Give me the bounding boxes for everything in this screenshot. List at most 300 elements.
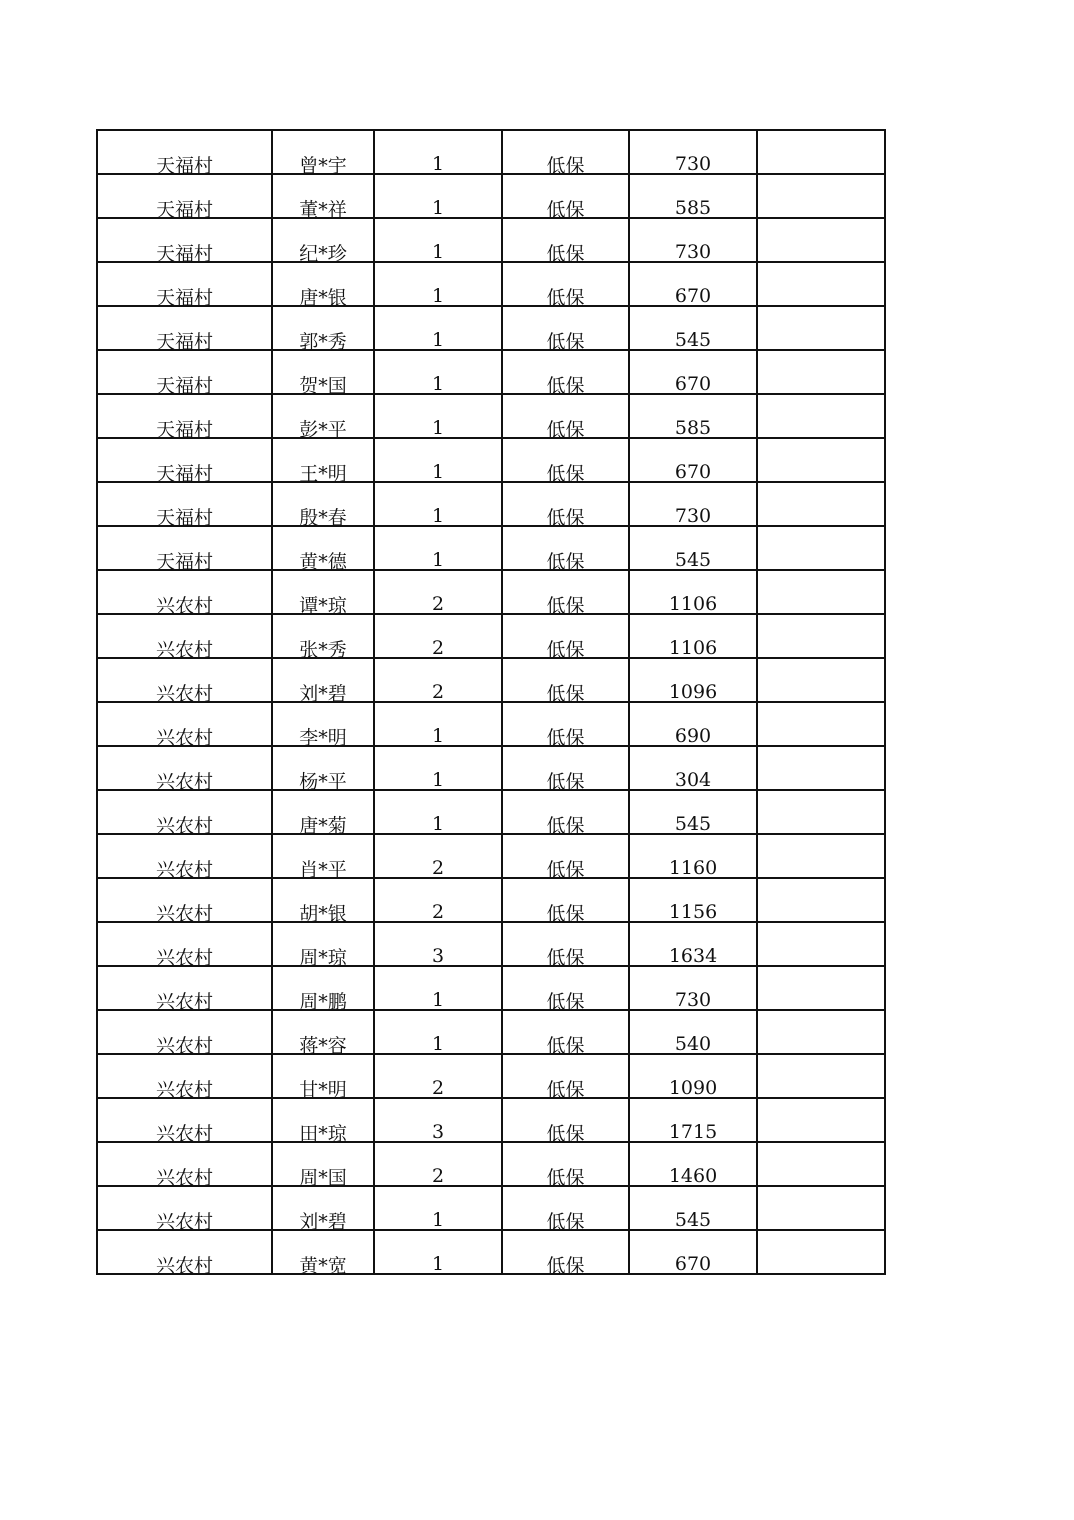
table-row xyxy=(97,790,885,834)
amount-cell xyxy=(629,526,757,570)
amount-cell xyxy=(629,350,757,394)
assistance-type-cell xyxy=(502,746,629,793)
village-cell xyxy=(97,262,272,309)
amount-cell xyxy=(629,922,757,966)
household-count-cell-text: 3 xyxy=(431,1121,445,1143)
village-cell-text: 兴农村 xyxy=(155,1166,213,1189)
name-cell xyxy=(272,1142,374,1189)
amount-cell-text: 1156 xyxy=(668,901,718,923)
village-cell-text: 天福村 xyxy=(155,330,213,353)
village-cell-text: 兴农村 xyxy=(155,770,213,793)
name-cell-text: 唐*银 xyxy=(299,286,347,309)
assistance-type-cell xyxy=(502,130,629,177)
household-count-cell xyxy=(374,174,502,218)
village-cell-text: 天福村 xyxy=(155,242,213,265)
name-cell-text: 董*祥 xyxy=(299,198,347,221)
amount-cell-text: 730 xyxy=(674,153,712,175)
table-row xyxy=(97,746,885,790)
name-cell xyxy=(272,438,374,485)
name-cell xyxy=(272,130,374,177)
village-cell xyxy=(97,1010,272,1057)
name-cell-text: 甘*明 xyxy=(299,1078,347,1101)
amount-cell xyxy=(629,1142,757,1186)
note-cell xyxy=(757,1230,885,1274)
amount-cell xyxy=(629,790,757,834)
name-cell xyxy=(272,702,374,749)
name-cell-text: 蒋*容 xyxy=(299,1034,347,1057)
amount-cell xyxy=(629,394,757,438)
amount-cell xyxy=(629,1054,757,1098)
household-count-cell xyxy=(374,262,502,306)
assistance-type-cell xyxy=(502,350,629,397)
table-row xyxy=(97,834,885,878)
name-cell-text: 王*明 xyxy=(299,462,347,485)
amount-cell-text: 540 xyxy=(674,1033,712,1055)
amount-cell xyxy=(629,262,757,306)
household-count-cell-text: 1 xyxy=(431,1209,445,1231)
name-cell-text: 胡*银 xyxy=(299,902,347,925)
name-cell-text: 肖*平 xyxy=(299,858,347,881)
name-cell-text: 周*国 xyxy=(299,1166,347,1189)
household-count-cell xyxy=(374,1186,502,1230)
table-row xyxy=(97,1142,885,1186)
name-cell xyxy=(272,614,374,661)
name-cell-text: 周*鹏 xyxy=(299,990,347,1013)
household-count-cell xyxy=(374,746,502,790)
name-cell xyxy=(272,1230,374,1277)
amount-cell-text: 545 xyxy=(674,1209,712,1231)
village-cell xyxy=(97,218,272,265)
household-count-cell xyxy=(374,922,502,966)
assistance-type-cell xyxy=(502,878,629,925)
name-cell xyxy=(272,1010,374,1057)
name-cell xyxy=(272,570,374,617)
name-cell xyxy=(272,1054,374,1101)
table-row xyxy=(97,526,885,570)
amount-cell xyxy=(629,570,757,614)
note-cell xyxy=(757,746,885,790)
village-cell-text: 天福村 xyxy=(155,198,213,221)
assistance-type-cell-text: 低保 xyxy=(546,770,585,793)
note-cell xyxy=(757,790,885,834)
assistance-type-cell-text: 低保 xyxy=(546,1210,585,1233)
household-count-cell xyxy=(374,1142,502,1186)
household-count-cell-text: 3 xyxy=(431,945,445,967)
name-cell xyxy=(272,218,374,265)
village-cell xyxy=(97,1142,272,1189)
note-cell xyxy=(757,922,885,966)
household-count-cell xyxy=(374,218,502,262)
note-cell xyxy=(757,1142,885,1186)
assistance-type-cell-text: 低保 xyxy=(546,902,585,925)
assistance-type-cell xyxy=(502,306,629,353)
name-cell xyxy=(272,394,374,441)
village-cell xyxy=(97,834,272,881)
amount-cell-text: 545 xyxy=(674,813,712,835)
name-cell-text: 黄*德 xyxy=(299,550,347,573)
name-cell-text: 唐*菊 xyxy=(299,814,347,837)
household-count-cell-text: 2 xyxy=(431,1077,445,1099)
household-count-cell xyxy=(374,1098,502,1142)
table-row xyxy=(97,438,885,482)
household-count-cell xyxy=(374,526,502,570)
household-count-cell xyxy=(374,306,502,350)
amount-cell xyxy=(629,1230,757,1274)
assistance-type-cell xyxy=(502,790,629,837)
name-cell-text: 刘*碧 xyxy=(299,682,347,705)
village-cell-text: 兴农村 xyxy=(155,858,213,881)
name-cell xyxy=(272,834,374,881)
village-cell-text: 天福村 xyxy=(155,418,213,441)
assistance-type-cell xyxy=(502,394,629,441)
village-cell-text: 天福村 xyxy=(155,550,213,573)
amount-cell-text: 1106 xyxy=(668,593,718,615)
name-cell xyxy=(272,922,374,969)
village-cell xyxy=(97,130,272,177)
note-cell xyxy=(757,350,885,394)
note-cell xyxy=(757,614,885,658)
amount-cell xyxy=(629,834,757,878)
name-cell-text: 刘*碧 xyxy=(299,1210,347,1233)
name-cell-text: 李*明 xyxy=(299,726,347,749)
amount-cell xyxy=(629,614,757,658)
household-count-cell xyxy=(374,614,502,658)
assistance-type-cell-text: 低保 xyxy=(546,1078,585,1101)
name-cell xyxy=(272,262,374,309)
assistance-type-cell xyxy=(502,526,629,573)
village-cell xyxy=(97,790,272,837)
note-cell xyxy=(757,878,885,922)
table-row xyxy=(97,394,885,438)
name-cell-text: 彭*平 xyxy=(299,418,347,441)
amount-cell xyxy=(629,1186,757,1230)
assistance-type-cell-text: 低保 xyxy=(546,946,585,969)
amount-cell xyxy=(629,966,757,1010)
household-count-cell xyxy=(374,834,502,878)
household-count-cell xyxy=(374,658,502,702)
village-cell-text: 兴农村 xyxy=(155,990,213,1013)
village-cell-text: 兴农村 xyxy=(155,1122,213,1145)
assistance-table-container xyxy=(96,129,886,1275)
village-cell xyxy=(97,526,272,573)
village-cell-text: 天福村 xyxy=(155,154,213,177)
amount-cell-text: 1460 xyxy=(668,1165,718,1187)
name-cell xyxy=(272,790,374,837)
amount-cell-text: 585 xyxy=(674,417,712,439)
table-row xyxy=(97,966,885,1010)
amount-cell-text: 1090 xyxy=(668,1077,718,1099)
note-cell xyxy=(757,1186,885,1230)
table-row xyxy=(97,1186,885,1230)
assistance-type-cell-text: 低保 xyxy=(546,1122,585,1145)
table-row xyxy=(97,1054,885,1098)
household-count-cell xyxy=(374,966,502,1010)
village-cell-text: 天福村 xyxy=(155,506,213,529)
amount-cell xyxy=(629,702,757,746)
assistance-type-cell xyxy=(502,262,629,309)
household-count-cell-text: 2 xyxy=(431,593,445,615)
assistance-type-cell xyxy=(502,966,629,1013)
village-cell xyxy=(97,306,272,353)
note-cell xyxy=(757,130,885,174)
note-cell xyxy=(757,526,885,570)
name-cell xyxy=(272,658,374,705)
assistance-type-cell-text: 低保 xyxy=(546,858,585,881)
village-cell-text: 兴农村 xyxy=(155,1254,213,1277)
village-cell-text: 兴农村 xyxy=(155,682,213,705)
table-row xyxy=(97,702,885,746)
name-cell xyxy=(272,482,374,529)
household-count-cell-text: 2 xyxy=(431,637,445,659)
assistance-type-cell xyxy=(502,482,629,529)
table-row xyxy=(97,922,885,966)
village-cell-text: 兴农村 xyxy=(155,726,213,749)
amount-cell-text: 1096 xyxy=(668,681,718,703)
note-cell xyxy=(757,438,885,482)
name-cell xyxy=(272,174,374,221)
name-cell xyxy=(272,966,374,1013)
note-cell xyxy=(757,702,885,746)
amount-cell-text: 545 xyxy=(674,329,712,351)
amount-cell xyxy=(629,1010,757,1054)
name-cell xyxy=(272,1098,374,1145)
amount-cell-text: 1634 xyxy=(668,945,718,967)
name-cell xyxy=(272,306,374,353)
assistance-table xyxy=(96,129,886,1275)
amount-cell-text: 730 xyxy=(674,989,712,1011)
village-cell xyxy=(97,1186,272,1233)
assistance-type-cell xyxy=(502,922,629,969)
village-cell-text: 兴农村 xyxy=(155,902,213,925)
household-count-cell xyxy=(374,702,502,746)
assistance-type-cell-text: 低保 xyxy=(546,550,585,573)
amount-cell-text: 670 xyxy=(674,461,712,483)
assistance-type-cell xyxy=(502,1142,629,1189)
household-count-cell-text: 1 xyxy=(431,769,445,791)
assistance-type-cell xyxy=(502,702,629,749)
name-cell-text: 郭*秀 xyxy=(299,330,347,353)
table-row xyxy=(97,262,885,306)
assistance-type-cell xyxy=(502,834,629,881)
village-cell xyxy=(97,658,272,705)
household-count-cell-text: 1 xyxy=(431,505,445,527)
village-cell xyxy=(97,702,272,749)
village-cell xyxy=(97,746,272,793)
assistance-type-cell xyxy=(502,1010,629,1057)
household-count-cell-text: 1 xyxy=(431,725,445,747)
village-cell-text: 天福村 xyxy=(155,286,213,309)
table-row xyxy=(97,614,885,658)
village-cell xyxy=(97,394,272,441)
household-count-cell-text: 2 xyxy=(431,857,445,879)
name-cell xyxy=(272,350,374,397)
village-cell xyxy=(97,482,272,529)
household-count-cell-text: 1 xyxy=(431,549,445,571)
village-cell xyxy=(97,966,272,1013)
name-cell-text: 张*秀 xyxy=(299,638,347,661)
assistance-type-cell-text: 低保 xyxy=(546,1254,585,1277)
note-cell xyxy=(757,1054,885,1098)
amount-cell xyxy=(629,1098,757,1142)
note-cell xyxy=(757,306,885,350)
name-cell-text: 贺*国 xyxy=(299,374,347,397)
assistance-type-cell-text: 低保 xyxy=(546,418,585,441)
amount-cell-text: 670 xyxy=(674,373,712,395)
household-count-cell-text: 1 xyxy=(431,373,445,395)
assistance-type-cell-text: 低保 xyxy=(546,374,585,397)
name-cell-text: 谭*琼 xyxy=(299,594,347,617)
table-row xyxy=(97,1098,885,1142)
village-cell-text: 天福村 xyxy=(155,374,213,397)
amount-cell xyxy=(629,482,757,526)
village-cell xyxy=(97,1054,272,1101)
household-count-cell-text: 1 xyxy=(431,1033,445,1055)
amount-cell-text: 304 xyxy=(674,769,712,791)
assistance-type-cell-text: 低保 xyxy=(546,594,585,617)
household-count-cell-text: 2 xyxy=(431,681,445,703)
amount-cell-text: 690 xyxy=(674,725,712,747)
note-cell xyxy=(757,218,885,262)
name-cell xyxy=(272,526,374,573)
amount-cell xyxy=(629,438,757,482)
household-count-cell xyxy=(374,130,502,174)
amount-cell xyxy=(629,174,757,218)
name-cell-text: 曾*宇 xyxy=(299,154,347,177)
assistance-type-cell-text: 低保 xyxy=(546,286,585,309)
household-count-cell xyxy=(374,790,502,834)
amount-cell-text: 730 xyxy=(674,241,712,263)
household-count-cell xyxy=(374,482,502,526)
table-row xyxy=(97,130,885,174)
amount-cell-text: 1715 xyxy=(668,1121,718,1143)
assistance-type-cell-text: 低保 xyxy=(546,814,585,837)
amount-cell xyxy=(629,658,757,702)
household-count-cell-text: 1 xyxy=(431,285,445,307)
assistance-type-cell-text: 低保 xyxy=(546,154,585,177)
assistance-type-cell xyxy=(502,614,629,661)
amount-cell-text: 730 xyxy=(674,505,712,527)
amount-cell xyxy=(629,306,757,350)
note-cell xyxy=(757,1098,885,1142)
name-cell xyxy=(272,746,374,793)
village-cell-text: 兴农村 xyxy=(155,1078,213,1101)
amount-cell-text: 1106 xyxy=(668,637,718,659)
amount-cell-text: 1160 xyxy=(668,857,718,879)
household-count-cell-text: 1 xyxy=(431,461,445,483)
household-count-cell xyxy=(374,1010,502,1054)
table-row xyxy=(97,1230,885,1274)
village-cell-text: 兴农村 xyxy=(155,814,213,837)
table-row xyxy=(97,878,885,922)
table-body xyxy=(97,130,885,1277)
assistance-type-cell-text: 低保 xyxy=(546,330,585,353)
note-cell xyxy=(757,262,885,306)
table-row xyxy=(97,306,885,350)
name-cell xyxy=(272,1186,374,1233)
household-count-cell-text: 2 xyxy=(431,1165,445,1187)
note-cell xyxy=(757,966,885,1010)
assistance-type-cell-text: 低保 xyxy=(546,462,585,485)
village-cell xyxy=(97,614,272,661)
assistance-type-cell xyxy=(502,658,629,705)
household-count-cell-text: 1 xyxy=(431,989,445,1011)
household-count-cell-text: 1 xyxy=(431,241,445,263)
name-cell-text: 杨*平 xyxy=(299,770,347,793)
assistance-type-cell-text: 低保 xyxy=(546,1166,585,1189)
amount-cell xyxy=(629,878,757,922)
amount-cell-text: 585 xyxy=(674,197,712,219)
village-cell-text: 兴农村 xyxy=(155,1210,213,1233)
household-count-cell-text: 1 xyxy=(431,197,445,219)
amount-cell-text: 670 xyxy=(674,1253,712,1275)
table-row xyxy=(97,350,885,394)
household-count-cell-text: 1 xyxy=(431,813,445,835)
household-count-cell xyxy=(374,878,502,922)
assistance-type-cell xyxy=(502,1186,629,1233)
assistance-type-cell-text: 低保 xyxy=(546,638,585,661)
village-cell-text: 兴农村 xyxy=(155,1034,213,1057)
assistance-type-cell-text: 低保 xyxy=(546,1034,585,1057)
village-cell-text: 兴农村 xyxy=(155,594,213,617)
note-cell xyxy=(757,1010,885,1054)
household-count-cell xyxy=(374,438,502,482)
name-cell-text: 殷*春 xyxy=(299,506,347,529)
assistance-type-cell xyxy=(502,174,629,221)
assistance-type-cell xyxy=(502,218,629,265)
amount-cell-text: 545 xyxy=(674,549,712,571)
household-count-cell xyxy=(374,350,502,394)
village-cell xyxy=(97,1098,272,1145)
note-cell xyxy=(757,570,885,614)
assistance-type-cell xyxy=(502,1230,629,1277)
village-cell xyxy=(97,174,272,221)
table-row xyxy=(97,482,885,526)
table-row xyxy=(97,570,885,614)
household-count-cell-text: 1 xyxy=(431,417,445,439)
note-cell xyxy=(757,482,885,526)
assistance-type-cell-text: 低保 xyxy=(546,506,585,529)
household-count-cell xyxy=(374,570,502,614)
village-cell xyxy=(97,570,272,617)
village-cell xyxy=(97,878,272,925)
note-cell xyxy=(757,834,885,878)
village-cell-text: 兴农村 xyxy=(155,638,213,661)
village-cell-text: 天福村 xyxy=(155,462,213,485)
village-cell-text: 兴农村 xyxy=(155,946,213,969)
village-cell xyxy=(97,350,272,397)
village-cell xyxy=(97,438,272,485)
note-cell xyxy=(757,658,885,702)
amount-cell xyxy=(629,130,757,174)
assistance-type-cell xyxy=(502,570,629,617)
household-count-cell-text: 2 xyxy=(431,901,445,923)
assistance-type-cell-text: 低保 xyxy=(546,682,585,705)
assistance-type-cell-text: 低保 xyxy=(546,990,585,1013)
name-cell-text: 纪*珍 xyxy=(299,242,347,265)
amount-cell-text: 670 xyxy=(674,285,712,307)
name-cell-text: 黄*宽 xyxy=(299,1254,347,1277)
name-cell xyxy=(272,878,374,925)
amount-cell xyxy=(629,746,757,790)
assistance-type-cell xyxy=(502,1098,629,1145)
household-count-cell-text: 1 xyxy=(431,153,445,175)
assistance-type-cell-text: 低保 xyxy=(546,726,585,749)
household-count-cell-text: 1 xyxy=(431,1253,445,1275)
household-count-cell xyxy=(374,1230,502,1274)
village-cell xyxy=(97,1230,272,1277)
household-count-cell-text: 1 xyxy=(431,329,445,351)
household-count-cell xyxy=(374,394,502,438)
